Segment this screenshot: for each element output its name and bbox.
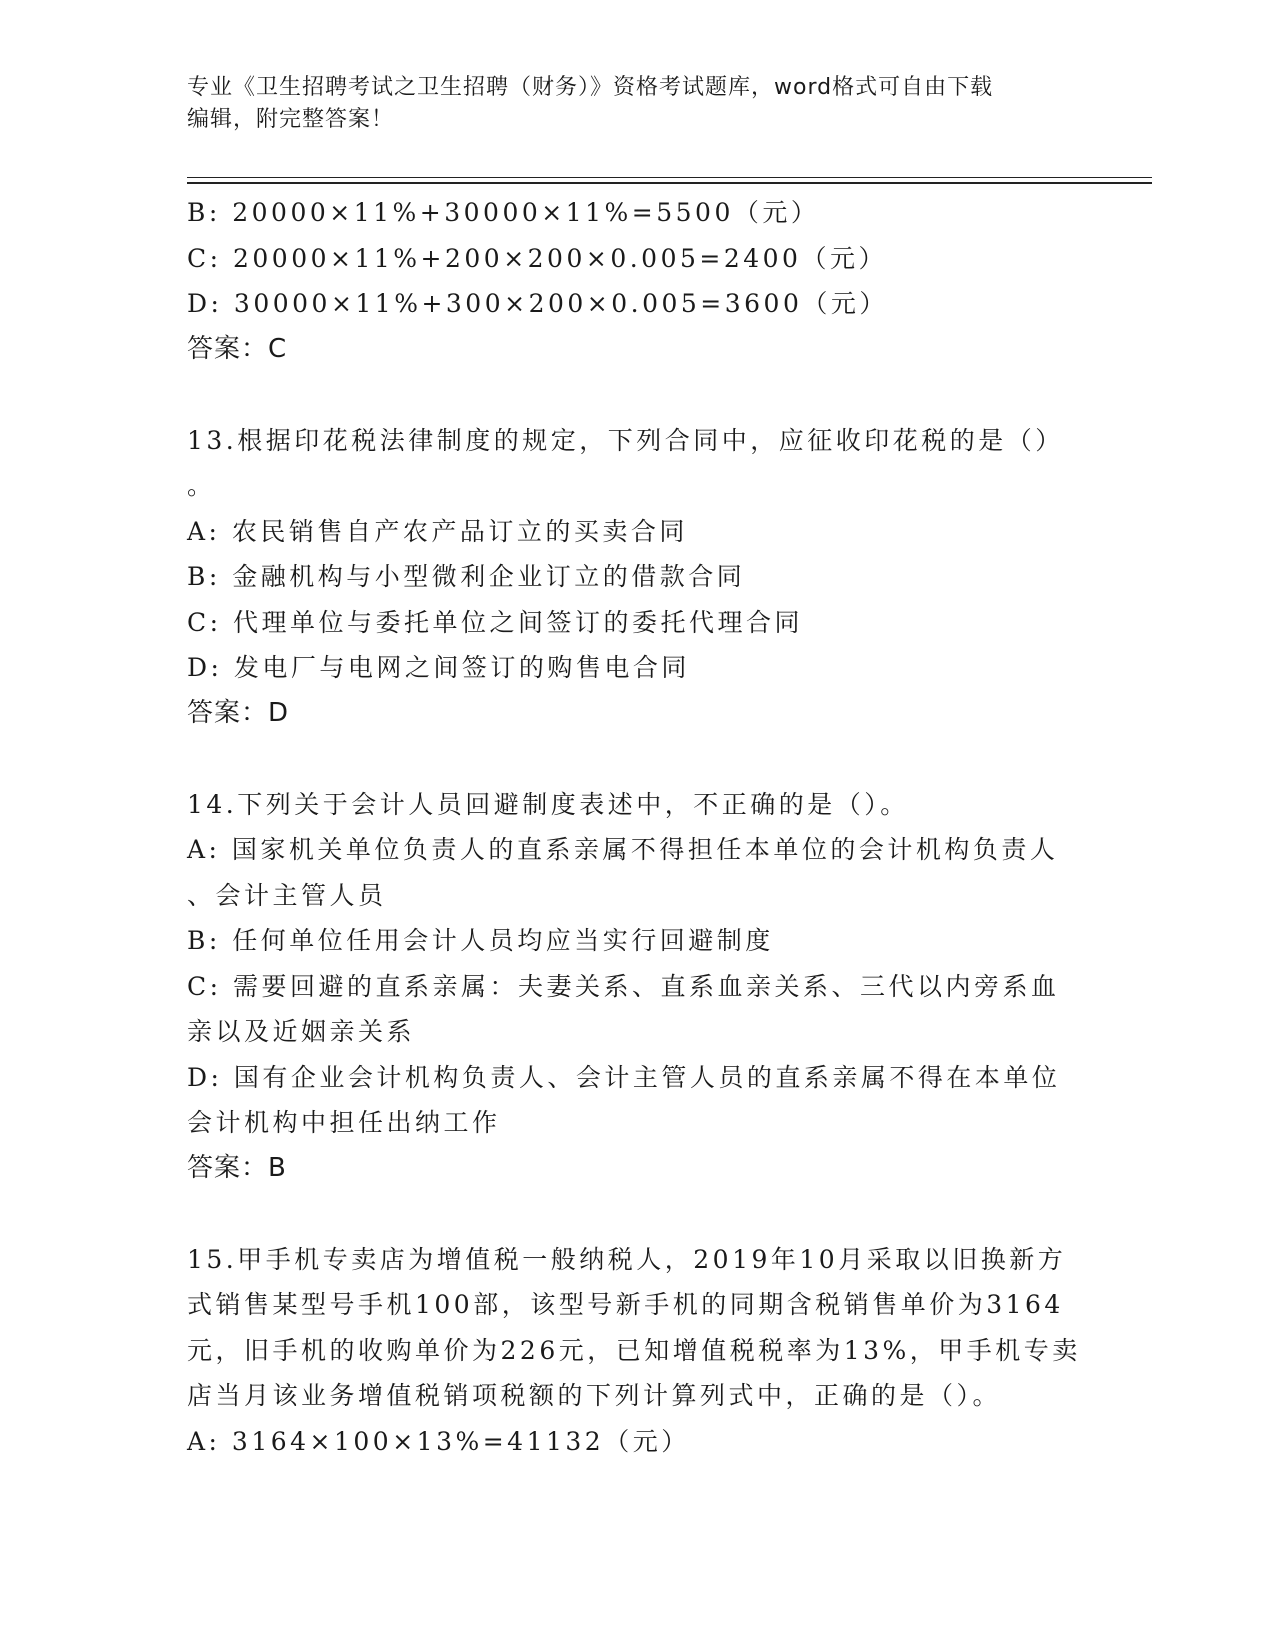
q15-stem-line-4: 店当月该业务增值税销项税额的下列计算列式中，正确的是（）。 xyxy=(187,1381,1002,1410)
q13-stem-line-2: 。 xyxy=(187,471,216,500)
q13-answer: 答案：D xyxy=(187,697,290,728)
q12-option-c: C: 20000×11%+200×200×0.005=2400（元） xyxy=(187,243,887,273)
q14-stem: 14.下列关于会计人员回避制度表述中，不正确的是（）。 xyxy=(187,789,909,819)
q15-stem-line-1: 15.甲手机专卖店为增值税一般纳税人，2019年10月采取以旧换新方 xyxy=(187,1244,1067,1274)
q13-stem-line-1: 13.根据印花税法律制度的规定，下列合同中，应征收印花税的是（） xyxy=(187,425,1064,455)
document-body xyxy=(187,190,1087,1464)
spacer xyxy=(187,372,1087,418)
q14-option-a-line-2: 、会计主管人员 xyxy=(187,880,387,910)
header-divider-thick xyxy=(187,182,1152,184)
q13-option-d: D: 发电厂与电网之间签订的购售电合同 xyxy=(187,653,690,682)
q13-option-a: A: 农民销售自产农产品订立的买卖合同 xyxy=(187,516,688,546)
q14-option-c-line-1: C: 需要回避的直系亲属：夫妻关系、直系血亲关系、三代以内旁系血 xyxy=(187,971,1060,1001)
q13-option-b: B: 金融机构与小型微利企业订立的借款合同 xyxy=(187,562,746,591)
q14-option-b: B: 任何单位任用会计人员均应当实行回避制度 xyxy=(187,926,774,955)
q15-stem-line-3: 元，旧手机的收购单价为226元，已知增值税税率为13%，甲手机专卖 xyxy=(187,1335,1081,1365)
header-line-2: 编辑，附完整答案！ xyxy=(187,107,395,132)
q12-answer: 答案：C xyxy=(187,333,288,364)
spacer xyxy=(187,736,1087,782)
q13-option-c: C: 代理单位与委托单位之间签订的委托代理合同 xyxy=(187,607,803,637)
q14-option-c-line-2: 亲以及近姻亲关系 xyxy=(187,1017,416,1046)
q12-option-d: D: 30000×11%+300×200×0.005=3600（元） xyxy=(187,289,888,318)
header-line-1: 专业《卫生招聘考试之卫生招聘（财务）》资格考试题库，word格式可自由下载 xyxy=(187,75,994,100)
q15-option-a: A: 3164×100×13%=41132（元） xyxy=(187,1426,690,1456)
q14-option-d-line-2: 会计机构中担任出纳工作 xyxy=(187,1108,501,1137)
header-divider-thin xyxy=(187,177,1152,178)
spacer xyxy=(187,1191,1087,1237)
q12-option-b: B: 20000×11%+30000×11%=5500（元） xyxy=(187,198,820,227)
q15-stem-line-2: 式销售某型号手机100部，该型号新手机的同期含税销售单价为3164 xyxy=(187,1290,1064,1319)
document-header xyxy=(187,72,1087,136)
q14-option-a-line-1: A: 国家机关单位负责人的直系亲属不得担任本单位的会计机构负责人 xyxy=(187,835,1059,864)
q14-option-d-line-1: D: 国有企业会计机构负责人、会计主管人员的直系亲属不得在本单位 xyxy=(187,1062,1061,1092)
q14-answer: 答案：B xyxy=(187,1152,287,1183)
